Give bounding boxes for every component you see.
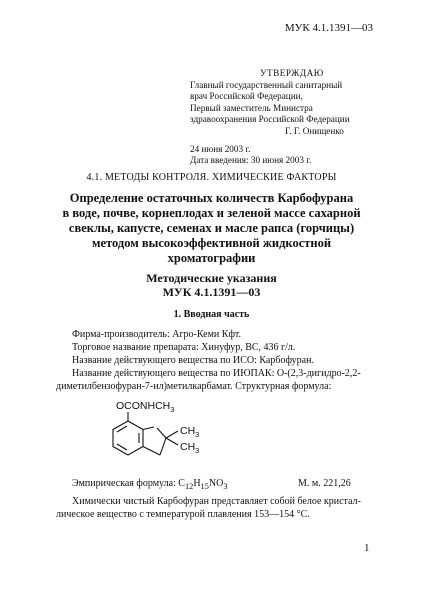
effective-date: Дата введения: 30 июня 2003 г. [190, 155, 312, 166]
approval-line: врач Российской Федерации, [190, 91, 303, 102]
ring-bond [143, 447, 160, 456]
page-number: 1 [364, 542, 370, 554]
title-line: в воде, почве, корнеплодах и зеленой массе сахарной [62, 206, 361, 220]
document-code: МУК 4.1.1391—03 [284, 22, 373, 34]
description-text: Химически чистый Карбофуран представляет собой белое кристал- лическое вещество с температурой плавления 153—154 °С. [56, 496, 361, 520]
methyl-upper-label: $CH_3$ [180, 425, 200, 439]
approval-line: Первый заместитель Министра [190, 102, 313, 113]
approval-date: 24 июня 2003 г. [190, 143, 251, 154]
approval-block [190, 68, 415, 167]
approval-line: Главный государственный санитарный [190, 79, 343, 90]
title-line: Определение остаточных количеств Карбофурана [69, 191, 354, 205]
empirical-formula: Эмпирическая формула: $C_{12}H_{15}NO_3$ [72, 478, 228, 491]
structural-formula [108, 398, 248, 470]
section-heading: 1. Вводная часть [173, 309, 250, 320]
title-line: свеклы, капусте, семенах и масле рапса (горчицы) [68, 221, 355, 235]
trade-name-text: Торговое название препарата: Хинуфур, ВС, 436 г/л. [72, 342, 296, 353]
iso-name-text: Название действующего вещества по ИСО: Карбофуран. [72, 355, 314, 366]
section-header: 4.1. МЕТОДЫ КОНТРОЛЯ. ХИМИЧЕСКИЕ ФАКТОРЫ [86, 172, 337, 183]
subtitle-line: Методические указания [146, 271, 277, 285]
title-line: методом высокоэффективной жидкостной [91, 236, 332, 250]
title-line: хроматографии [167, 251, 256, 265]
document-title [40, 191, 383, 266]
iupac-name-text: Название действующего вещества по ИЮПАК: О-(2,3-дигидро-2,2- диметилбензофуран-7-ил)метилкарбамат. Структурная формула: [56, 368, 361, 392]
approval-signatory: Г. Г. Онищенко [285, 125, 344, 136]
document-subtitle [0, 271, 423, 299]
methyl-lower-label: $CH_3$ [180, 441, 200, 455]
substituent-label: $OCONHCH_3$ [116, 400, 175, 414]
manufacturer-text: Фирма-производитель: Агро-Кеми Кфт. [72, 329, 242, 340]
methyl-bond [166, 438, 178, 445]
ring-bond [157, 428, 166, 438]
methyl-bond [166, 431, 178, 438]
ring-bond [160, 438, 166, 455]
approval-line: здравоохранения Российской Федерации [190, 114, 350, 125]
approval-heading: УТВЕРЖДАЮ [260, 68, 324, 78]
ring-bond [143, 427, 154, 430]
molar-mass: М. м. 221,26 [298, 478, 351, 489]
subtitle-code: МУК 4.1.1391—03 [162, 285, 261, 299]
